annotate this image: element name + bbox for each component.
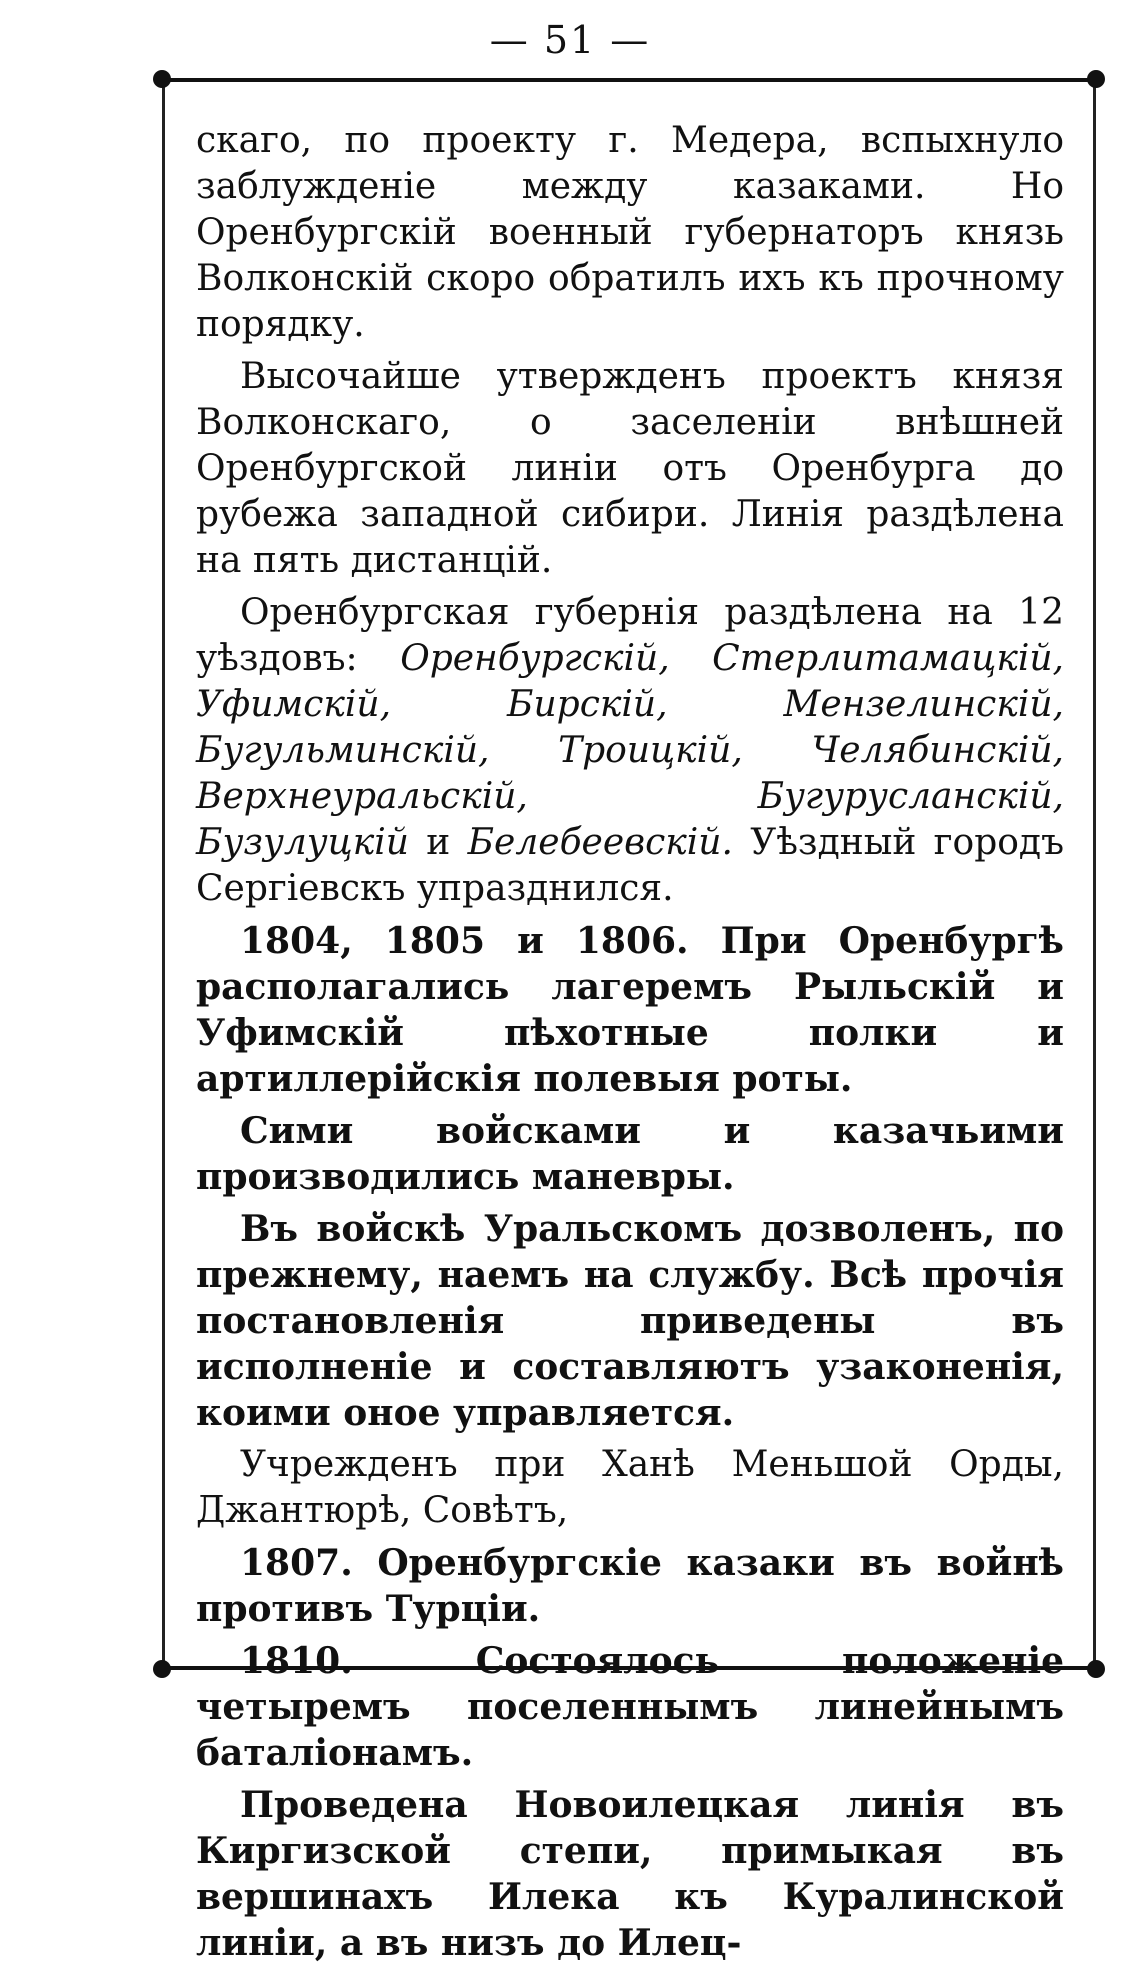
paragraph: 1807. Оренбургскіе казаки въ войнѣ противъ Турціи.: [196, 1542, 1064, 1630]
paragraph: Сими войсками и казачьими производились маневры.: [196, 1110, 1064, 1198]
page-number: — 51 —: [489, 18, 651, 62]
paragraph: Въ войскѣ Уральскомъ дозволенъ, по прежнему, наемъ на службу. Всѣ прочія постановленія приведены въ исполненіе и составляютъ узаконенія, коими оное управляется.: [196, 1208, 1064, 1434]
paragraph: Учрежденъ при Ханѣ Меньшой Орды, Джантюрѣ, Совѣтъ,: [196, 1444, 1064, 1531]
district-names: Оренбургскій, Стерлитамацкій, Уфимскій, Бирскій, Мензелинскій, Бугульминскій, Троицкій, Челябинскій, Верхнеуральскій, Бугурусланскій, Бузулуцкій: [196, 638, 1064, 863]
paragraph: 1810. Состоялось положеніе четыремъ поселеннымъ линейнымъ баталіонамъ.: [196, 1640, 1064, 1774]
districts-conjunction: и: [426, 822, 451, 863]
paragraph: 1804, 1805 и 1806. При Оренбургѣ располагались лагеремъ Рыльскій и Уфимскій пѣхотные полки и артиллерійскія полевыя роты.: [196, 920, 1064, 1100]
paragraph: Высочайше утвержденъ проектъ князя Волконскаго, о заселеніи внѣшней Оренбургской линіи отъ Оренбурга до рубежа западной сибири. Линія раздѣлена на пять дистанцій.: [196, 356, 1064, 581]
corner-ornament-icon: [1087, 1660, 1105, 1678]
paragraph: скаго, по проекту г. Медера, вспыхнуло заблужденіе между казаками. Но Оренбургскій военный губернаторъ князь Волконскій скоро обратилъ ихъ къ прочному порядку.: [196, 120, 1064, 345]
districts-tail: Уѣздный городъ Сергіевскъ упразднился.: [196, 822, 1064, 909]
paragraph: Проведена Новоилецкая линія въ Киргизской степи, примыкая въ вершинахъ Илека къ Куралинской линіи, а въ низъ до Илец-: [196, 1784, 1064, 1964]
corner-ornament-icon: [1087, 70, 1105, 88]
districts-paragraph: [196, 590, 1064, 912]
corner-ornament-icon: [153, 1660, 171, 1678]
district-last: Белебеевскій.: [467, 822, 733, 863]
corner-ornament-icon: [153, 70, 171, 88]
districts-intro: Оренбургская губернія раздѣлена на 12 уѣздовъ:: [196, 592, 1064, 679]
page-body: [196, 118, 1064, 1972]
